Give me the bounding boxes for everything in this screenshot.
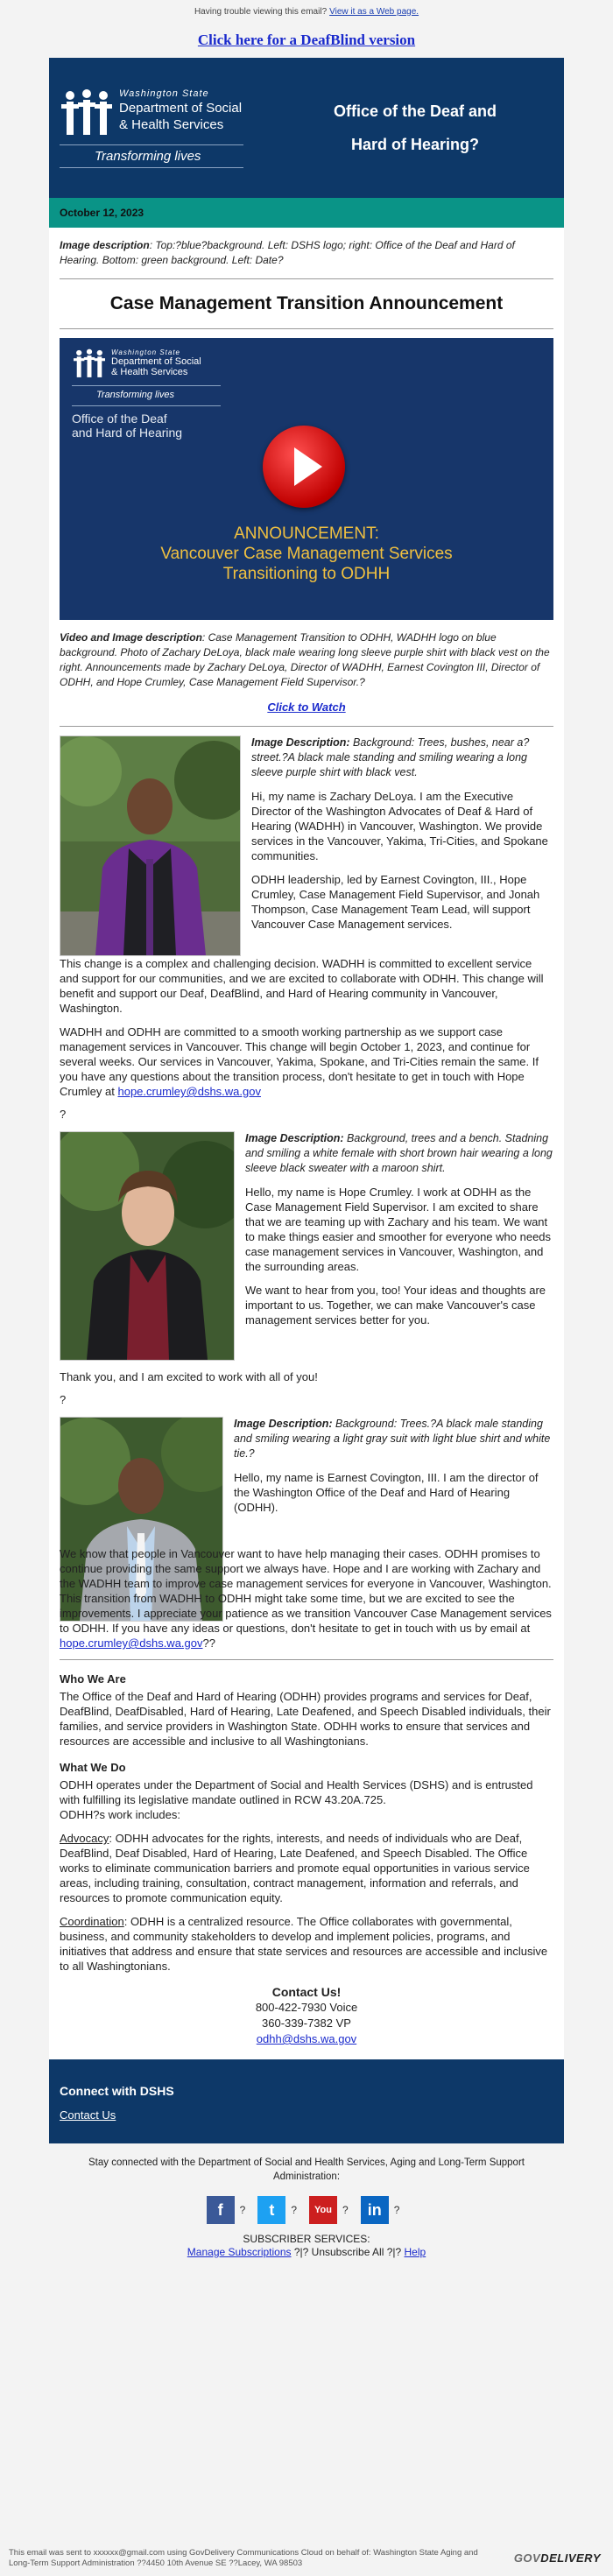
social-icons: [49, 2196, 564, 2224]
video-logo-divider: [72, 385, 221, 386]
twitter-icon[interactable]: t: [257, 2196, 285, 2224]
headline: Case Management Transition Announcement: [109, 293, 504, 313]
subscriber-services-title: SUBSCRIBER SERVICES:: [243, 2233, 370, 2245]
logo-divider: [60, 167, 243, 168]
contact-title: Contact Us!: [271, 1985, 342, 1999]
work-includes: ODHH?s work includes:: [60, 1808, 180, 1821]
image-description-label: Image Description:: [251, 736, 350, 749]
stray-question-mark: ?: [60, 1108, 67, 1121]
paragraph-commitment: [60, 1024, 553, 1099]
hope-image-description-text: Background, trees and a bench. Stadning and smiling a white female with short brown hair wearing a long sleeve black sweater with a maroon shirt.: [245, 1132, 553, 1174]
video-dshs-logo: [72, 348, 221, 440]
click-to-watch-link[interactable]: Click to Watch: [267, 700, 346, 714]
zachary-section: [60, 735, 553, 956]
zachary-leadership: ODHH leadership, led by Earnest Covington, III., Hope Crumley, Case Management Field Supervisor, and Jonah Thompson, Case Management Team Lead, will support Vancouver Case Management services.: [251, 873, 540, 931]
trouble-viewing-bar: [0, 0, 613, 23]
subscriber-services: [49, 2233, 564, 2277]
video-logo-tagline: Transforming lives: [96, 390, 175, 400]
email-body: [49, 58, 564, 2277]
contact-block: [60, 1984, 553, 2047]
help-link[interactable]: Help: [404, 2246, 426, 2258]
header-image-description: [60, 238, 553, 268]
hope-thanks: Thank you, and I am excited to work with all of you!: [60, 1370, 318, 1383]
paragraph-change: This change is a complex and challenging decision. WADHH is committed to excellent service and support for our communities, and we are excited to collaborate with ODHH. This change will benefit and support our Deaf, DeafBlind, and Hard of Hearing community in Vancouver, Washington.: [60, 957, 544, 1015]
deafblind-version-link[interactable]: Click here for a DeafBlind version: [197, 32, 416, 48]
earnest-trailing-marks: ??: [202, 1636, 215, 1650]
unsubscribe-text[interactable]: ?|? Unsubscribe All ?|?: [291, 2246, 405, 2258]
announcement-line3: Transitioning to ODHH: [222, 565, 391, 583]
earnest-image-description: [234, 1417, 553, 1461]
hope-section: [60, 1131, 553, 1361]
announcement-line1: ANNOUNCEMENT:: [234, 524, 379, 543]
image-description-label: Image Description:: [245, 1132, 344, 1144]
linkedin-icon[interactable]: in: [361, 2196, 389, 2224]
manage-subscriptions-link[interactable]: Manage Subscriptions: [187, 2246, 292, 2258]
dshs-people-icon: [60, 88, 114, 139]
image-description-label: Image description: [60, 239, 150, 251]
header-title-line2: Hard of Hearing?: [350, 136, 479, 153]
coordination-label: Coordination: [60, 1915, 124, 1928]
footer-disclaimer: This email was sent to xxxxxx@gmail.com using GovDelivery Communications Cloud on behalf of: Washington State Aging and Long-Term Support Administration ??4450 10th Avenue SE ??Lacey, WA 98503: [9, 2548, 478, 2568]
page-footer: [0, 2544, 613, 2576]
video-description-text: : Case Management Transition to ODHH, WADHH logo on blue background. Photo of Zachary DeLoya, black male wearing long sleeve purple shirt with black vest on the right. Announcements made by Zachary DeLoya, Director of WADHH, Earnest Covington III, Director of ODHH, and Hope Crumley, Case Management Field Supervisor.?: [60, 631, 550, 688]
hope-intro: Hello, my name is Hope Crumley. I work at ODHH as the Case Management Field Supervisor. I am excited to share that we are teaming up with Zachary and his team. We want to make things easier and smoother for everyone who needs case management services in Vancouver, Washington, and the surrounding areas.: [245, 1186, 552, 1273]
subscription-footer: [49, 2143, 564, 2277]
play-button-icon[interactable]: [263, 426, 345, 508]
date-bar: [49, 198, 564, 228]
dshs-logo: [49, 88, 278, 168]
dshs-people-icon: [72, 348, 107, 380]
stay-connected-text: Stay connected with the Department of Social and Health Services, Aging and Long-Term Support Administration:: [88, 2157, 525, 2182]
image-description-label: Image Description:: [234, 1418, 333, 1430]
logo-dept-line1: Department of Social: [119, 100, 243, 116]
earnest-image-description-text: Background: Trees.?A black male standing and smiling wearing a light gray suit with light blue shirt and white tie.?: [234, 1418, 551, 1460]
email-hope-link-2[interactable]: hope.crumley@dshs.wa.gov: [60, 1636, 203, 1650]
deafblind-version-row: [0, 23, 613, 58]
earnest-intro: Hello, my name is Earnest Covington, III. I am the director of the Washington Office of the Deaf and Hard of Hearing (ODHH).: [234, 1471, 539, 1514]
issue-date: October 12, 2023: [60, 207, 144, 219]
stray-question-mark: ?: [393, 2204, 400, 2216]
advocacy-text: : ODHH advocates for the rights, interests, and needs of individuals who are Deaf, DeafBlind, Deaf Disabled, Hard of Hearing, Late Deafened, and Speech Disabled. The Office works to eliminate communication barriers and promote equal opportunities in various service areas, including training, consultation, contract management, information and referrals, and resources to promote communication equity.: [60, 1832, 530, 1904]
hope-feedback: We want to hear from you, too! Your ideas and thoughts are important to us. Together, we can make Vancouver's case management services better for you.: [245, 1284, 546, 1327]
email-header: [49, 58, 564, 198]
view-web-page-link[interactable]: View it as a Web page.: [329, 6, 419, 17]
govdelivery-brand-b: DELIVERY: [540, 2551, 601, 2565]
zachary-intro: Hi, my name is Zachary DeLoya. I am the Executive Director of the Washington Advocates of Deaf & Hard of Hearing (WADHH) in Vancouver, Washington. We provide services in the Vancouver, Yakima, Tri-Cities, and Spokane communities.: [251, 790, 548, 862]
logo-dept-line2: & Health Services: [119, 116, 224, 132]
stray-question-mark: ?: [239, 2204, 246, 2216]
youtube-icon[interactable]: You: [309, 2196, 337, 2224]
what-we-do-text: ODHH operates under the Department of Social and Health Services (DSHS) and is entrusted with fulfilling its legislative mandate outlined in RCW 43.20A.725.: [60, 1778, 533, 1806]
zachary-image-description: [251, 735, 553, 780]
header-title-line1: Office of the Deaf and: [333, 102, 497, 120]
video-office-line2: and Hard of Hearing: [72, 426, 183, 440]
video-logo-state: Washington State: [111, 348, 181, 356]
what-we-do-heading: What We Do: [60, 1761, 126, 1774]
govdelivery-brand-a: GOV: [513, 2551, 541, 2565]
who-we-are-text: The Office of the Deaf and Hard of Hearing (ODHH) provides programs and services for Deaf, DeafBlind, DeafDisabled, Hard of Hearing, Late Deafened, and Speech Disabled individuals, their families, and service providers in Washington State. ODHH works to ensure that services and resources are accessible and inclusive to all Washingtonians.: [60, 1690, 551, 1748]
who-we-are-heading: Who We Are: [60, 1672, 126, 1686]
announcement-line2: Vancouver Case Management Services: [160, 545, 453, 563]
contact-voice: 800-422-7930 Voice: [255, 2001, 358, 2014]
contact-vp: 360-339-7382 VP: [262, 2016, 351, 2030]
zachary-image-description-text: Background: Trees, bushes, near a? street.?A black male standing and smiling wearing a long sleeve purple shirt with black vest.: [251, 736, 530, 778]
govdelivery-logo: [514, 2551, 601, 2565]
email-hope-link[interactable]: hope.crumley@dshs.wa.gov: [117, 1085, 261, 1098]
coordination-text: : ODHH is a centralized resource. The Office collaborates with governmental, business, and community stakeholders to develop and implement policies, programs, and initiatives that address and ensure that state services and resources are accessible and inclusive to all Washingtonians.: [60, 1915, 548, 1973]
video-description-label: Video and Image description: [60, 631, 202, 644]
contact-email-link[interactable]: odhh@dshs.wa.gov: [256, 2032, 357, 2045]
connect-title: Connect with DSHS: [60, 2084, 174, 2098]
advocacy-paragraph: [60, 1831, 553, 1905]
advocacy-label: Advocacy: [60, 1832, 109, 1845]
logo-divider: [60, 144, 243, 145]
logo-tagline: Transforming lives: [95, 148, 201, 164]
coordination-paragraph: [60, 1914, 553, 1974]
stray-question-mark: ?: [60, 1393, 67, 1406]
hope-photo: [60, 1131, 235, 1361]
video-announcement: [60, 524, 553, 584]
video-thumbnail[interactable]: [60, 338, 553, 620]
video-logo-dept2: & Health Services: [111, 367, 188, 377]
video-logo-divider: [72, 405, 221, 406]
hope-image-description: [245, 1131, 553, 1176]
zachary-photo: [60, 735, 241, 956]
header-title: [278, 95, 564, 161]
earnest-paragraph-text: We know that people in Vancouver want to have help managing their cases. ODHH promises to continue providing the same support we always have. Hope and I are working with Zachary and the WADHH team to improve case management services for everyone in Vancouver, Washington. This transition from WADHH to ODHH might take some time, but we are excited to see the improvements. I appreciate your patience as we transition Vancouver Case Management services to ODHH. If you have any ideas or questions, don't hesitate to get in touch with us by email at: [60, 1547, 552, 1635]
divider: [60, 1659, 553, 1660]
earnest-paragraph: [60, 1546, 553, 1650]
contact-us-link[interactable]: Contact Us: [60, 2108, 116, 2122]
video-office-line1: Office of the Deaf: [72, 412, 167, 426]
image-description-text: : Top:?blue?background. Left: DSHS logo; right: Office of the Deaf and Hard of Hearing. Bottom: green background. Left: Date?: [60, 239, 515, 266]
trouble-viewing-text: Having trouble viewing this email?: [194, 6, 328, 17]
logo-state: Washington State: [119, 88, 209, 99]
stray-question-mark: ?: [342, 2204, 349, 2216]
paragraph-commitment-text: WADHH and ODHH are committed to a smooth working partnership as we support case management services in Vancouver. This change will begin October 1, 2023, and continue for several weeks. Our services in Vancouver, Yakima, Spokane, and Tri-Cities remain the same. If you have any questions about the transition process, don't hesitate to get in touch with Hope Crumley at: [60, 1025, 539, 1098]
video-logo-dept1: Department of Social: [111, 356, 201, 367]
connect-bar: [49, 2059, 564, 2143]
click-to-watch-row: [60, 700, 553, 714]
video-description: [60, 630, 553, 690]
divider: [60, 726, 553, 727]
stray-question-mark: ?: [291, 2204, 297, 2216]
facebook-icon[interactable]: f: [207, 2196, 235, 2224]
